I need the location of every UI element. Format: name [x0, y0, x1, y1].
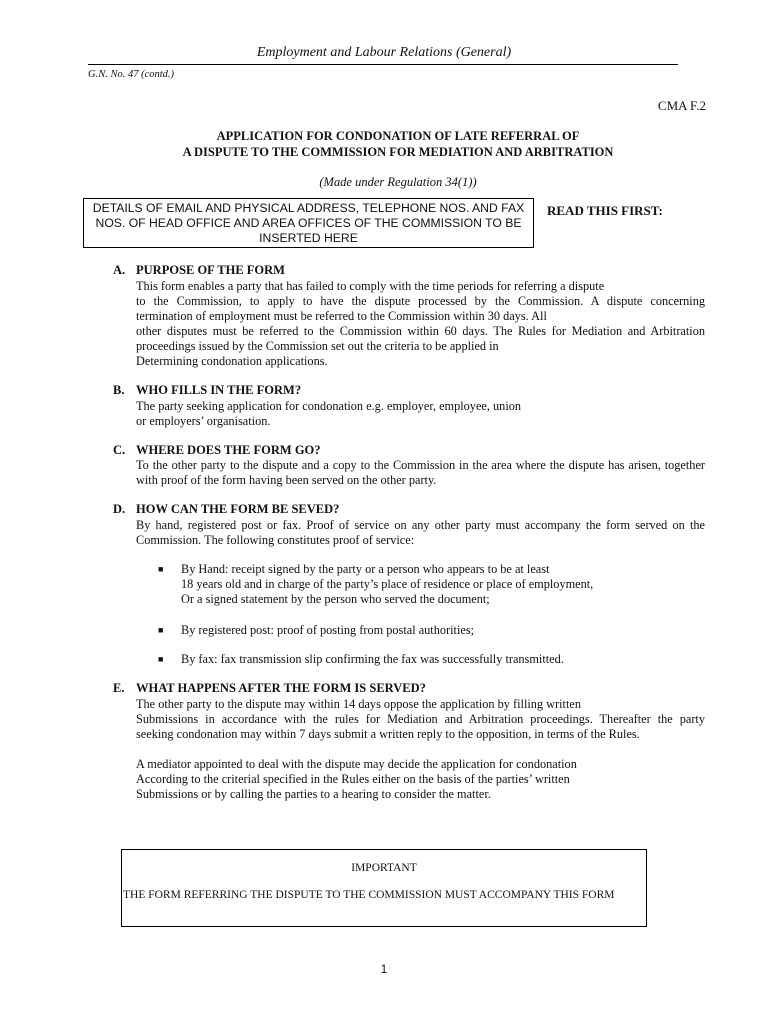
- details-line-3: INSERTED HERE: [259, 231, 358, 245]
- section-e-body-2: [136, 757, 705, 802]
- section-a-line: to the Commission, to apply to have the dispute processed by the Commission. A dispute concerning: [136, 294, 705, 308]
- bullet-line: Or a signed statement by the person who served the document;: [181, 592, 490, 606]
- section-a-letter: A.: [113, 263, 126, 277]
- section-a-line: This form enables a party that has failed to comply with the time periods for referring a dispute: [136, 279, 605, 293]
- section-e-line: A mediator appointed to deal with the dispute may decide the application for condonation: [136, 757, 577, 771]
- section-b-line: The party seeking application for condonation e.g. employer, employee, union: [136, 399, 522, 413]
- section-c-body: [136, 458, 705, 488]
- section-a-line: proceedings issued by the Commission set out the criteria to be applied in: [136, 339, 499, 353]
- section-e-body: [136, 697, 705, 742]
- section-e-line: Submissions or by calling the parties to a hearing to consider the matter.: [136, 787, 491, 801]
- section-a-line: termination of employment must be referred to the Commission within 30 days. All: [136, 309, 547, 323]
- bullet-line: By fax: fax transmission slip confirming the fax was successfully transmitted.: [181, 652, 564, 666]
- square-bullet-icon: ■: [158, 654, 164, 664]
- read-this-first-heading: READ THIS FIRST:: [547, 203, 663, 218]
- bullet-item-by-hand: [181, 562, 701, 607]
- form-title: [0, 128, 768, 160]
- section-e-line: Submissions in accordance with the rules for Mediation and Arbitration proceedings. Thereafter the party: [136, 712, 705, 726]
- section-c-title: WHERE DOES THE FORM GO?: [136, 443, 321, 457]
- section-e-line: The other party to the dispute may within 14 days oppose the application by filling written: [136, 697, 581, 711]
- bullet-line: 18 years old and in charge of the party’s place of residence or place of employment,: [181, 577, 594, 591]
- page-number: 1: [380, 962, 388, 976]
- section-d-body: [136, 518, 705, 548]
- square-bullet-icon: ■: [158, 625, 164, 635]
- important-box: [121, 849, 647, 927]
- header-rule: [88, 64, 678, 65]
- section-e-line: seeking condonation may within 7 days submit a written reply to the opposition, in terms of the Rules.: [136, 727, 640, 741]
- gazette-notice-number: G.N. No. 47 (contd.): [88, 69, 175, 80]
- important-title: IMPORTANT: [351, 862, 417, 874]
- commission-details-box: [83, 198, 534, 248]
- details-line-1: DETAILS OF EMAIL AND PHYSICAL ADDRESS, TELEPHONE NOS. AND FAX: [92, 201, 525, 215]
- section-d-title: HOW CAN THE FORM BE SEVED?: [136, 502, 340, 516]
- section-e-line: According to the criterial specified in the Rules either on the basis of the parties’ written: [136, 772, 570, 786]
- square-bullet-icon: ■: [158, 564, 164, 574]
- form-title-line-1: APPLICATION FOR CONDONATION OF LATE REFERRAL OF: [216, 129, 580, 143]
- section-a-line: Determining condonation applications.: [136, 354, 328, 368]
- section-a-body: [136, 279, 705, 369]
- section-c-line: To the other party to the dispute and a copy to the Commission in the area where the dispute has arisen, together: [136, 458, 705, 472]
- form-number: CMA F.2: [657, 98, 706, 113]
- section-a-title: PURPOSE OF THE FORM: [136, 263, 285, 277]
- section-b-body: [136, 399, 705, 429]
- section-b-title: WHO FILLS IN THE FORM?: [136, 383, 302, 397]
- section-c-letter: C.: [113, 443, 126, 457]
- running-header: Employment and Labour Relations (General): [256, 45, 512, 60]
- bullet-item-registered-post: [181, 623, 701, 638]
- section-d-line: Commission. The following constitutes proof of service:: [136, 533, 415, 547]
- regulation-reference: (Made under Regulation 34(1)): [319, 175, 477, 189]
- section-d-letter: D.: [113, 502, 126, 516]
- form-title-line-2: A DISPUTE TO THE COMMISSION FOR MEDIATION AND ARBITRATION: [182, 145, 614, 159]
- section-b-line: or employers’ organisation.: [136, 414, 271, 428]
- section-e-title: WHAT HAPPENS AFTER THE FORM IS SERVED?: [136, 681, 426, 695]
- bullet-item-fax: [181, 652, 701, 667]
- section-a-line: other disputes must be referred to the Commission within 60 days. The Rules for Mediation and Arbitration: [136, 324, 705, 338]
- section-e-letter: E.: [113, 681, 125, 695]
- details-line-2: NOS. OF HEAD OFFICE AND AREA OFFICES OF THE COMMISSION TO BE: [95, 216, 522, 230]
- section-b-letter: B.: [113, 383, 125, 397]
- bullet-line: By registered post: proof of posting from postal authorities;: [181, 623, 475, 637]
- important-text: THE FORM REFERRING THE DISPUTE TO THE COMMISSION MUST ACCOMPANY THIS FORM: [123, 889, 615, 901]
- section-d-line: By hand, registered post or fax. Proof of service on any other party must accompany the form served on the: [136, 518, 705, 532]
- section-c-line: with proof of the form having been served on the other party.: [136, 473, 437, 487]
- bullet-line: By Hand: receipt signed by the party or a person who appears to be at least: [181, 562, 550, 576]
